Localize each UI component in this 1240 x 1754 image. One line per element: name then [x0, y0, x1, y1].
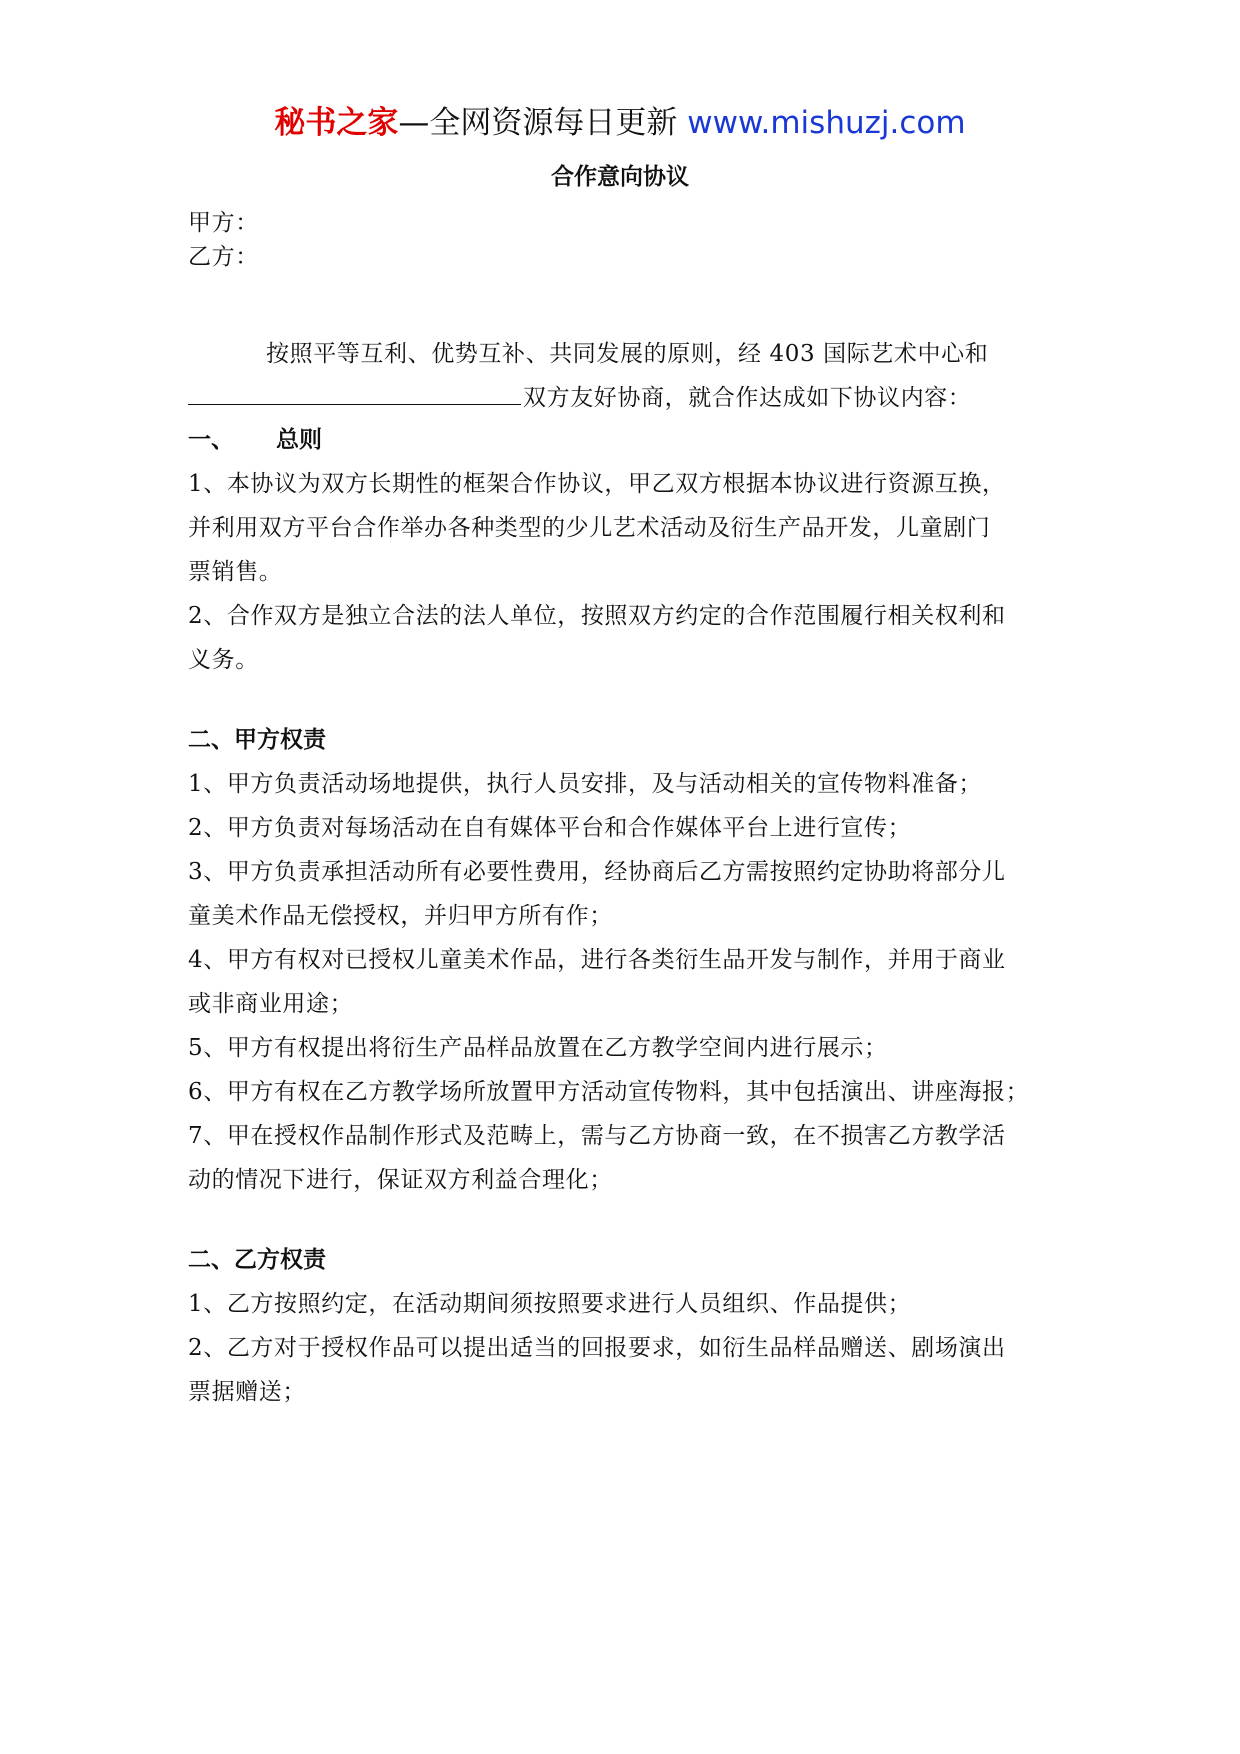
paragraph-line: 票据赠送； [188, 1379, 306, 1405]
paragraph-line: 4、甲方有权对已授权儿童美术作品，进行各类衍生品开发与制作，并用于商业 [188, 947, 1006, 973]
paragraph-line: 或非商业用途； [188, 991, 354, 1017]
document-title: 合作意向协议 [551, 164, 689, 190]
intro-line-1: 按照平等互利、优势互补、共同发展的原则，经 403 国际艺术中心和 [266, 341, 989, 367]
brand-name: 秘书之家 [274, 105, 399, 141]
paragraph-line: 1、甲方负责活动场地提供，执行人员安排，及与活动相关的宣传物料准备； [188, 771, 983, 797]
paragraph-line: 2、乙方对于授权作品可以提出适当的回报要求，如衍生品样品赠送、剧场演出 [188, 1335, 1006, 1361]
intro-line-2 [188, 380, 971, 414]
section-title: 总则 [276, 427, 322, 453]
paragraph-line: 并利用双方平台合作举办各种类型的少儿艺术活动及衍生产品开发，儿童剧门 [188, 515, 991, 541]
paragraph-line: 2、甲方负责对每场活动在自有媒体平台和合作媒体平台上进行宣传； [188, 815, 912, 841]
intro-line-2-text: 双方友好协商，就合作达成如下协议内容： [523, 385, 972, 411]
paragraph-line: 童美术作品无偿授权，并归甲方所有作； [188, 903, 613, 929]
site-url: www.mishuzj.com [687, 105, 966, 141]
paragraph-line: 义务。 [188, 647, 259, 673]
site-banner [0, 100, 1240, 146]
paragraph-line: 2、合作双方是独立合法的法人单位，按照双方约定的合作范围履行相关权利和 [188, 603, 1006, 629]
paragraph-line: 7、甲在授权作品制作形式及范畴上，需与乙方协商一致，在不损害乙方教学活 [188, 1123, 1006, 1149]
paragraph-line: 动的情况下进行，保证双方利益合理化； [188, 1167, 613, 1193]
section-heading-party-b: 二、乙方权责 [188, 1247, 326, 1273]
party-a-label: 甲方： [188, 210, 259, 236]
section-heading-party-a: 二、甲方权责 [188, 727, 326, 753]
paragraph-line: 票销售。 [188, 559, 283, 585]
section-heading-general [188, 424, 322, 456]
paragraph-line: 6、甲方有权在乙方教学场所放置甲方活动宣传物料，其中包括演出、讲座海报； [188, 1079, 1030, 1105]
paragraph-line: 5、甲方有权提出将衍生产品样品放置在乙方教学空间内进行展示； [188, 1035, 888, 1061]
fill-in-blank [188, 380, 521, 405]
party-b-label: 乙方： [188, 244, 259, 270]
paragraph-line: 1、乙方按照约定，在活动期间须按照要求进行人员组织、作品提供； [188, 1291, 912, 1317]
paragraph-line: 1、本协议为双方长期性的框架合作协议，甲乙双方根据本协议进行资源互换， [188, 471, 1006, 497]
banner-slogan: —全网资源每日更新 [398, 105, 688, 141]
paragraph-line: 3、甲方负责承担活动所有必要性费用，经协商后乙方需按照约定协助将部分儿 [188, 859, 1006, 885]
section-number: 一、 [188, 427, 234, 453]
